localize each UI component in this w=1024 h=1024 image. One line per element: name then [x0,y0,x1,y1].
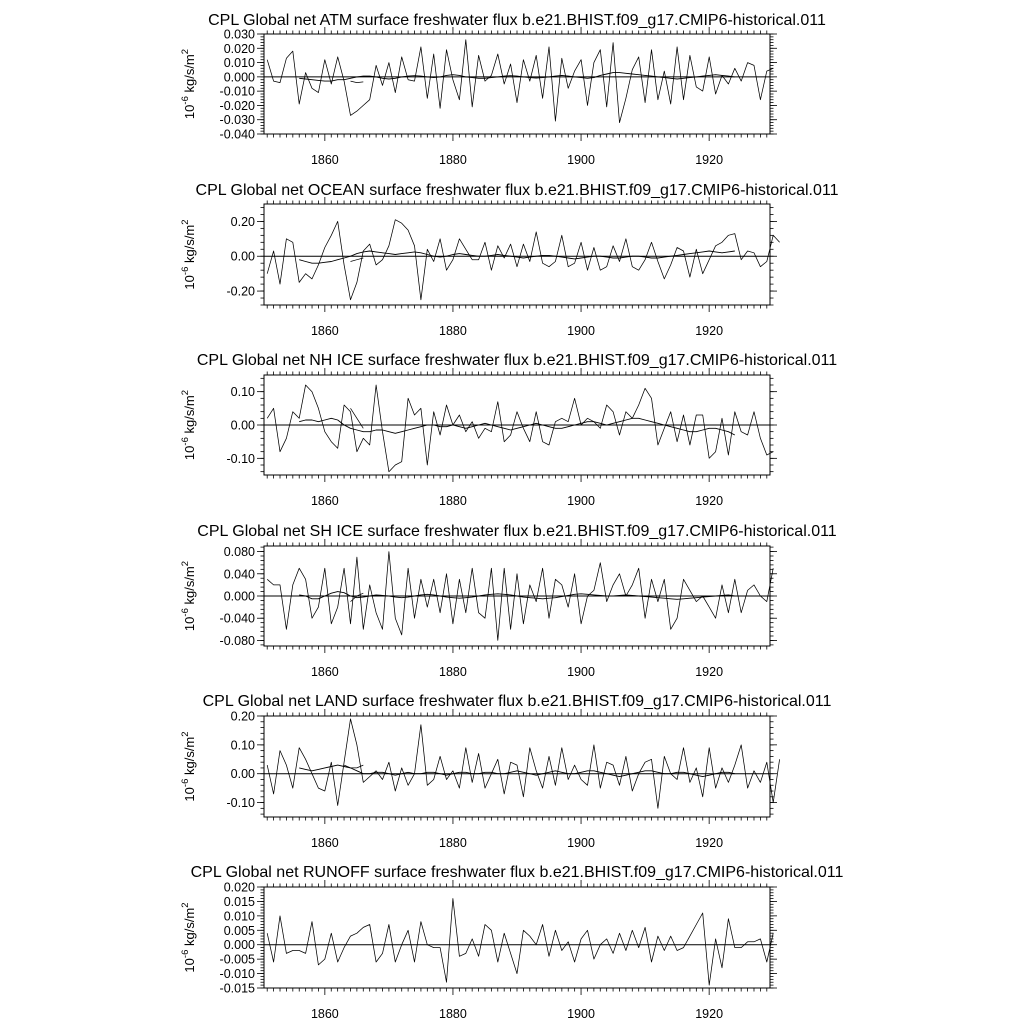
y-tick-label: -0.080 [219,633,255,648]
series-line-1 [267,220,779,300]
chart-title: CPL Global net RUNOFF surface freshwater flux b.e21.BHIST.f09_g17.CMIP6-historical.011 [190,864,844,881]
y-tick-label: 0.005 [223,923,255,938]
y-tick-label: 0.20 [230,214,255,229]
x-tick-label: 1900 [567,836,595,850]
x-tick-label: 1900 [567,1007,595,1021]
y-axis-label-part: kg/s/m [182,566,197,609]
x-tick-label: 1900 [567,665,595,679]
y-axis-label [180,731,197,801]
y-tick-label: 0.020 [223,880,255,895]
y-axis-label-part: 2 [180,48,191,55]
series-line-1 [267,40,773,123]
y-axis-label-part: kg/s/m [182,395,197,438]
x-tick-label: 1880 [439,153,467,167]
y-axis-label [180,390,197,460]
y-axis-label [180,219,197,289]
x-tick-label: 1860 [310,153,339,167]
y-tick-label: 0.015 [223,894,255,909]
y-axis-label-part: kg/s/m [182,736,197,779]
x-tick-label: 1860 [310,836,339,850]
chart-panel-5 [180,693,831,850]
y-axis-label [180,902,197,972]
y-tick-label: 0.080 [223,545,255,560]
x-tick-label: 1860 [310,665,339,679]
x-tick-label: 1860 [310,1007,339,1021]
series-line-1 [267,719,779,808]
y-tick-label: 0.040 [223,567,255,582]
x-tick-label: 1900 [567,494,595,508]
x-tick-label: 1880 [439,324,467,338]
y-tick-label: 0.030 [223,27,255,42]
plot-frame [264,204,770,305]
series-line-1 [267,385,773,472]
y-tick-label: -0.20 [226,284,255,299]
x-tick-label: 1900 [567,324,595,338]
y-axis-label-part: 10 [182,958,197,973]
y-tick-label: 0.000 [223,589,255,604]
series-line-1 [267,899,773,986]
x-tick-label: 1920 [695,1007,724,1021]
y-tick-label: 0.00 [230,418,255,433]
y-tick-label: -0.010 [219,84,255,99]
chart-panel-1 [180,12,826,167]
x-tick-label: 1920 [695,836,724,850]
x-tick-label: 1880 [439,836,467,850]
x-tick-label: 1880 [439,494,467,508]
y-tick-label: -0.10 [226,451,255,466]
y-axis-label [180,49,197,119]
x-tick-label: 1860 [310,494,339,508]
y-tick-label: -0.010 [219,967,255,982]
y-axis-label-part: kg/s/m [182,224,197,267]
x-tick-label: 1920 [695,153,724,167]
y-axis-label-part: 10 [182,787,197,802]
y-axis-label-part: 10 [182,616,197,632]
series-line-2 [299,592,735,600]
y-tick-label: 0.20 [230,709,255,724]
y-axis-label-part: 2 [180,731,191,737]
y-axis-label-part: 2 [180,560,191,567]
x-tick-label: 1860 [310,324,339,338]
y-axis-label-part: -6 [180,437,191,446]
y-axis-label-part: 10 [182,445,197,461]
x-tick-label: 1880 [439,1007,467,1021]
y-axis-label-part: 10 [182,104,197,120]
chart-title: CPL Global net LAND surface freshwater flux b.e21.BHIST.f09_g17.CMIP6-historical.011 [202,693,832,710]
y-tick-label: 0.10 [230,385,255,400]
y-axis-label-part: kg/s/m [182,54,197,97]
y-axis-label-part: 10 [182,275,197,290]
y-tick-label: -0.020 [219,98,255,113]
x-tick-label: 1900 [567,153,595,167]
chart-panel-2 [180,182,839,338]
series-line-3 [351,81,364,83]
y-axis-label-part: kg/s/m [182,907,197,950]
y-tick-label: 0.000 [223,70,255,85]
chart-title: CPL Global net ATM surface freshwater flux b.e21.BHIST.f09_g17.CMIP6-historical.011 [208,12,826,29]
y-axis-label-part: -6 [180,949,191,959]
series-line-2 [299,418,735,435]
chart-panel-3 [180,352,837,508]
x-tick-label: 1880 [439,665,467,679]
y-tick-label: -0.030 [219,113,255,128]
y-axis-label-part: -6 [180,608,191,617]
y-tick-label: 0.010 [223,56,255,71]
y-tick-label: -0.005 [219,952,255,967]
y-tick-label: 0.00 [230,767,255,782]
plot-frame [264,34,770,134]
y-tick-label: -0.040 [219,611,255,626]
y-axis-label-part: -6 [180,96,191,105]
y-tick-label: -0.015 [219,981,255,996]
y-axis-label-part: -6 [180,266,191,276]
y-tick-label: 0.00 [230,249,255,264]
chart-title: CPL Global net NH ICE surface freshwater flux b.e21.BHIST.f09_g17.CMIP6-historical.011 [196,352,838,369]
y-tick-label: 0.10 [230,738,255,753]
chart-title: CPL Global net OCEAN surface freshwater flux b.e21.BHIST.f09_g17.CMIP6-historical.011 [195,182,839,199]
chart-panel-4 [180,523,837,679]
chart-panel-6 [180,864,843,1021]
y-axis-label-part: 2 [180,219,191,225]
y-tick-label: 0.020 [223,41,255,56]
y-tick-label: -0.10 [226,796,255,811]
y-tick-label: -0.040 [219,127,255,142]
y-axis-label-part: 2 [180,902,191,908]
series-line-2 [299,251,735,263]
y-tick-label: 0.010 [223,909,255,924]
y-axis-label-part: -6 [180,778,191,788]
x-tick-label: 1920 [695,324,724,338]
y-tick-label: 0.000 [223,938,255,953]
y-axis-label-part: 2 [180,389,191,396]
chart-title: CPL Global net SH ICE surface freshwater flux b.e21.BHIST.f09_g17.CMIP6-historical.011 [197,523,837,540]
y-axis-label [180,561,197,631]
x-tick-label: 1920 [695,665,724,679]
x-tick-label: 1920 [695,494,724,508]
